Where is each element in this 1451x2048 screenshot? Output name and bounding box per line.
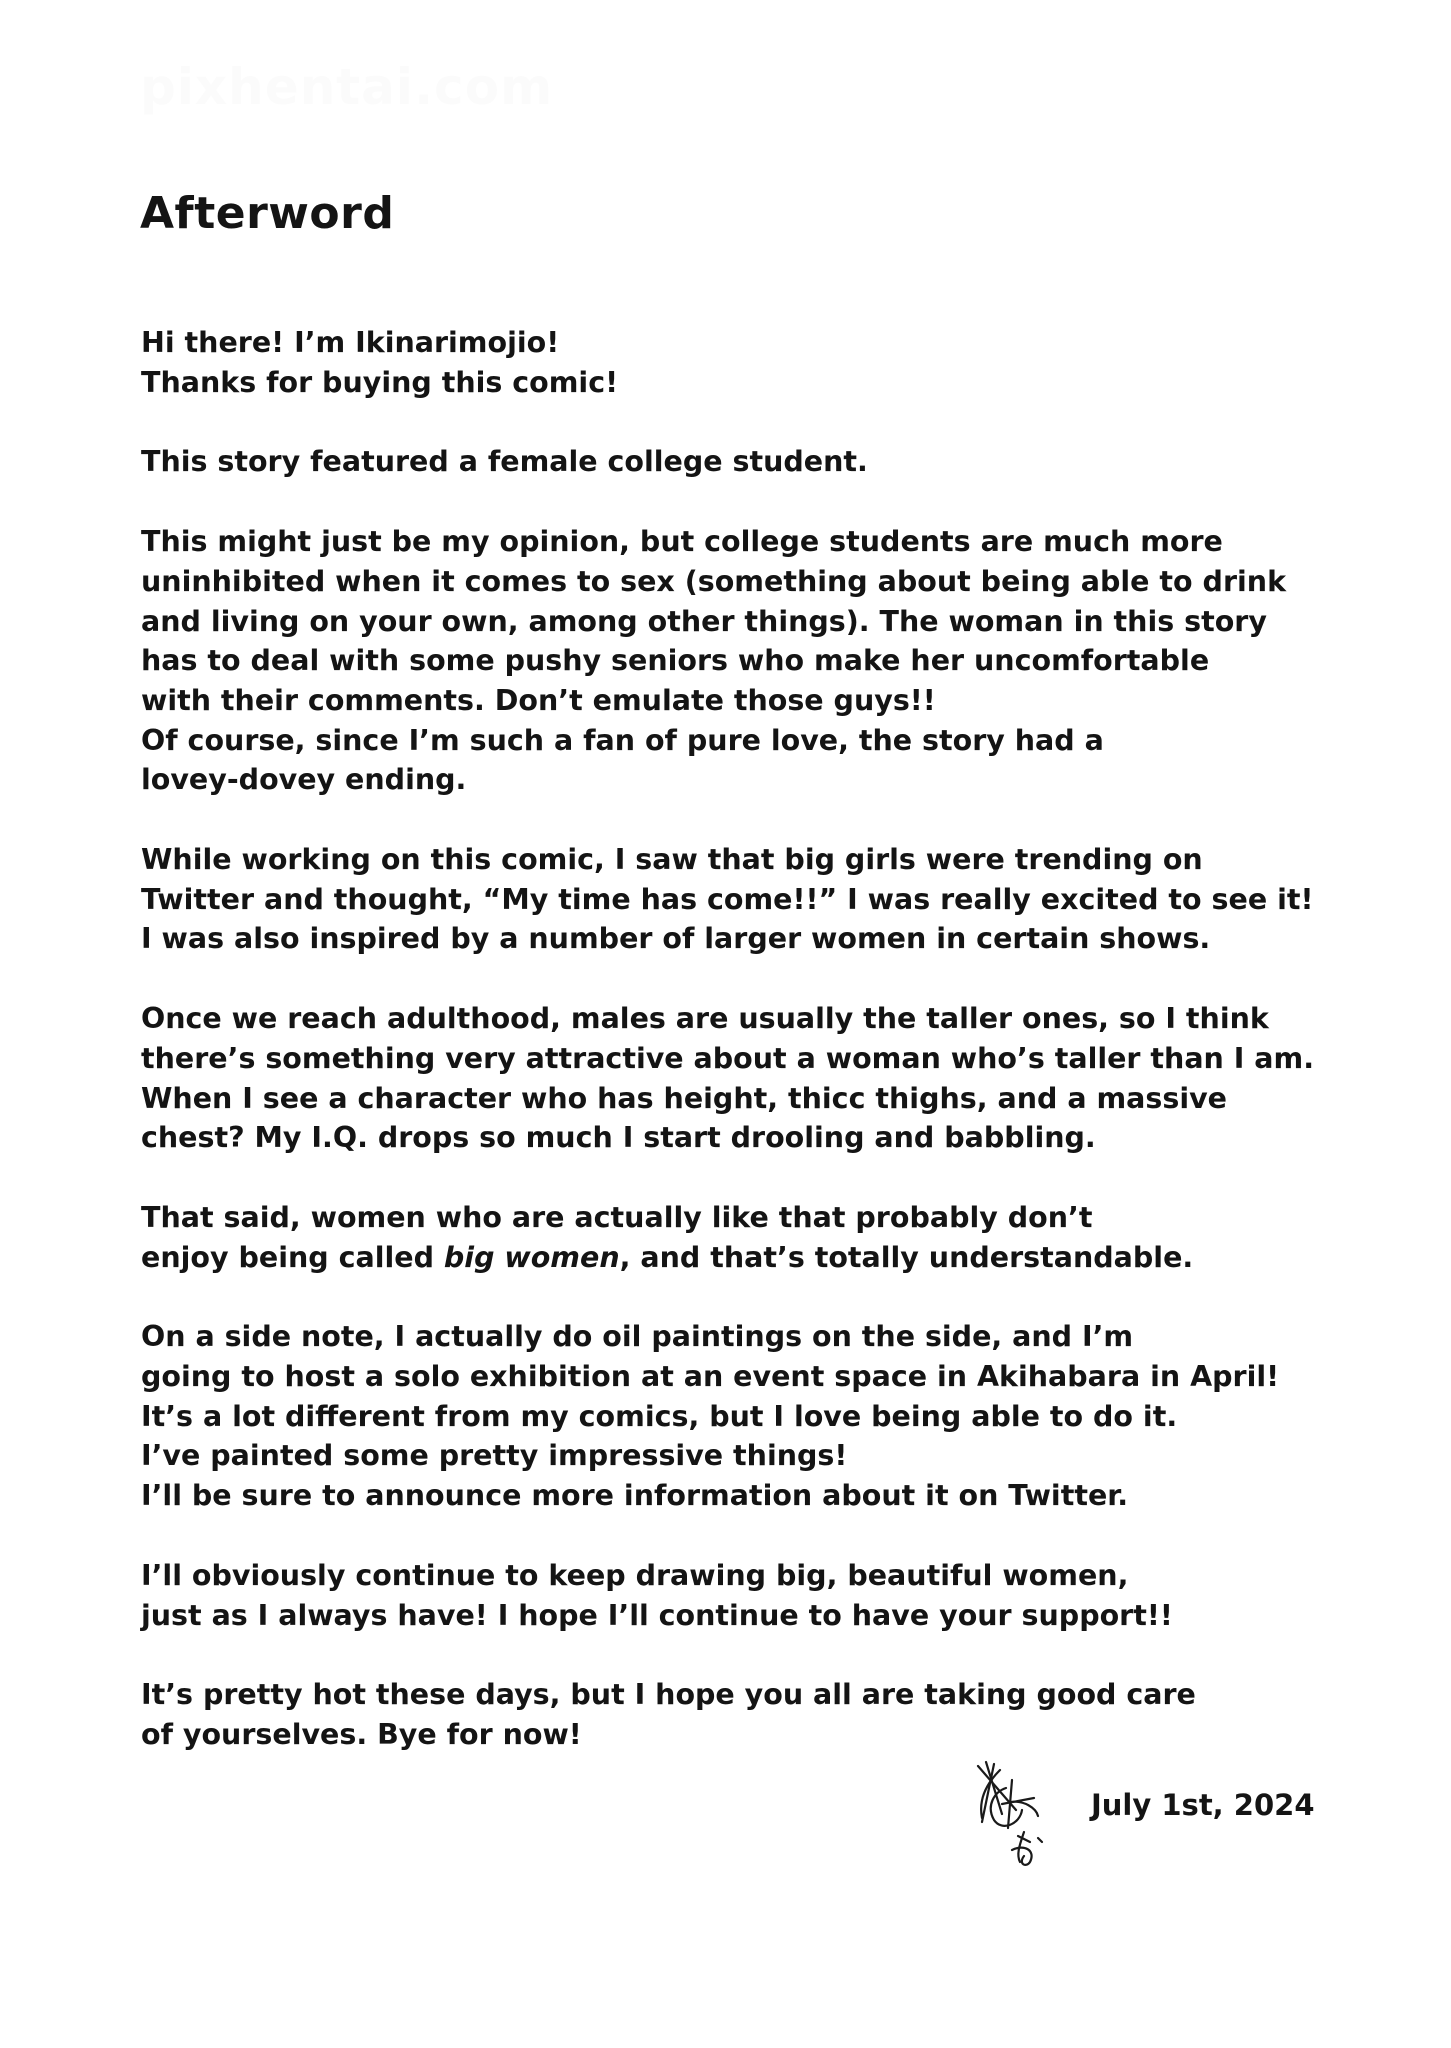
paragraph-adulthood xyxy=(141,999,1391,1158)
text-line: It’s a lot different from my comics, but I love being able to do it. xyxy=(141,1399,1178,1433)
page-title: Afterword xyxy=(140,188,395,239)
text-line: This might just be my opinion, but college students are much more xyxy=(141,525,1223,559)
text-line: I’ll be sure to announce more information about it on Twitter. xyxy=(141,1479,1129,1513)
afterword-body xyxy=(141,323,1391,1795)
text-line: uninhibited when it comes to sex (something about being able to drink xyxy=(141,564,1287,598)
text-line: Once we reach adulthood, males are usually the taller ones, so I think xyxy=(141,1002,1269,1036)
text-line: While working on this comic, I saw that big girls were trending on xyxy=(141,843,1203,877)
text-segment: , and that’s totally understandable. xyxy=(619,1240,1194,1274)
text-line: This story featured a female college student. xyxy=(141,445,868,479)
text-line: has to deal with some pushy seniors who make her uncomfortable xyxy=(141,644,1210,678)
text-line xyxy=(141,1238,1391,1278)
text-line: Twitter and thought, “My time has come!!” I was really excited to see it! xyxy=(141,882,1314,916)
watermark: pixhentai.com xyxy=(140,58,554,116)
paragraph-college-students xyxy=(141,522,1391,800)
paragraph-oil-paintings xyxy=(141,1317,1391,1516)
text-line: going to host a solo exhibition at an event space in Akihabara in April! xyxy=(141,1360,1280,1394)
paragraph-farewell xyxy=(141,1675,1391,1754)
text-line: with their comments. Don’t emulate those guys!! xyxy=(141,683,936,717)
text-line: I’ll obviously continue to keep drawing big, beautiful women, xyxy=(141,1558,1129,1592)
text-line: I was also inspired by a number of larger women in certain shows. xyxy=(141,922,1211,956)
text-line: On a side note, I actually do oil paintings on the side, and I’m xyxy=(141,1320,1134,1354)
text-line: chest? My I.Q. drops so much I start drooling and babbling. xyxy=(141,1121,1096,1155)
emphasized-text: big women xyxy=(443,1240,620,1274)
paragraph-that-said xyxy=(141,1198,1391,1277)
paragraph-greeting xyxy=(141,323,1391,402)
text-line: It’s pretty hot these days, but I hope you all are taking good care xyxy=(141,1678,1196,1712)
text-line: and living on your own, among other things). The woman in this story xyxy=(141,604,1267,638)
text-line: Of course, since I’m such a fan of pure love, the story had a xyxy=(141,723,1104,757)
date: July 1st, 2024 xyxy=(1091,1788,1315,1822)
text-line: lovey-dovey ending. xyxy=(141,763,467,797)
text-line: When I see a character who has height, thicc thighs, and a massive xyxy=(141,1081,1228,1115)
text-line: there’s something very attractive about a woman who’s taller than I am. xyxy=(141,1041,1315,1075)
paragraph-story-intro xyxy=(141,442,1391,482)
text-line: just as I always have! I hope I’ll continue to have your support!! xyxy=(141,1598,1173,1632)
text-line: That said, women who are actually like that probably don’t xyxy=(141,1200,1093,1234)
text-line: I’ve painted some pretty impressive things! xyxy=(141,1439,848,1473)
text-line: of yourselves. Bye for now! xyxy=(141,1717,582,1751)
text-line: Thanks for buying this comic! xyxy=(141,365,619,399)
handwritten-signature xyxy=(972,1758,1052,1868)
paragraph-trend xyxy=(141,840,1391,959)
paragraph-continue xyxy=(141,1556,1391,1635)
text-line: Hi there! I’m Ikinarimojio! xyxy=(141,326,560,359)
text-segment: enjoy being called xyxy=(141,1240,444,1274)
